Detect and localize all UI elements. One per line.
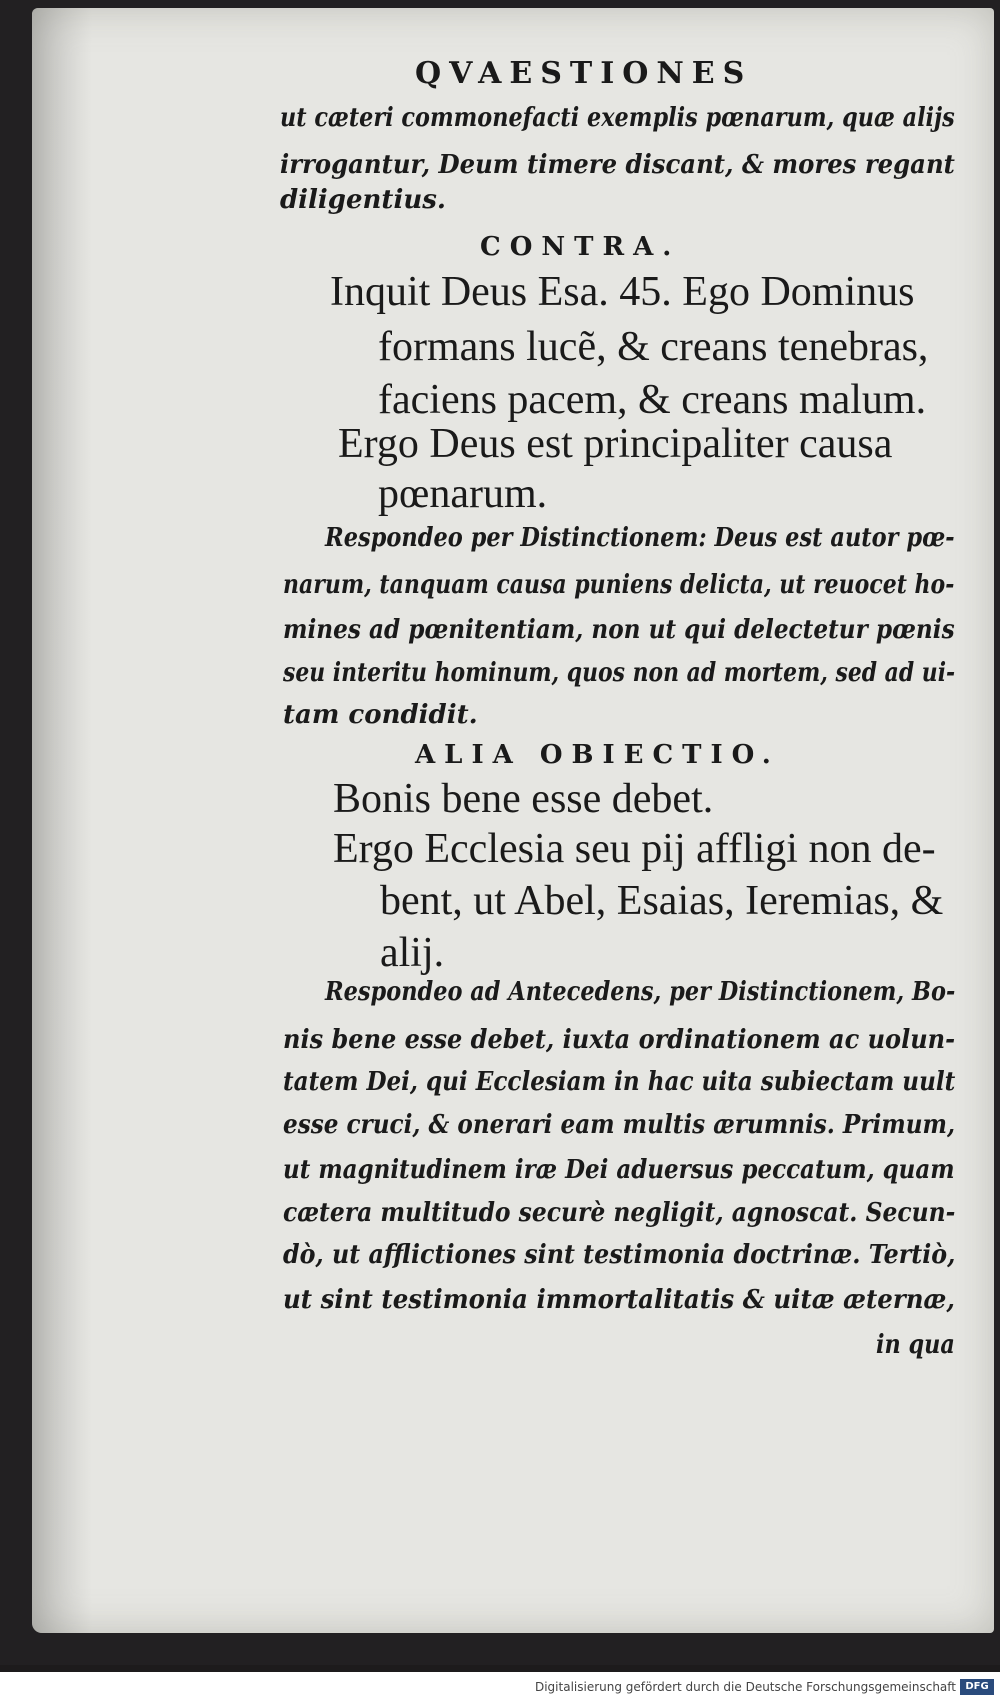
respondeo2-line-8: ut sint testimonia immortalitatis & uitæ æternæ, <box>283 1285 955 1315</box>
para1-line-1: ut cæteri commonefacti exemplis pœnarum, quæ alijs <box>280 103 955 133</box>
contra-line-3: faciens pacem, & creans malum. <box>378 377 927 423</box>
dfg-logo: DFG <box>960 1679 994 1695</box>
para1-line-3: diligentius. <box>280 185 446 215</box>
respondeo1-line-4: seu interitu hominum, quos non ad mortem, sed ad ui- <box>283 658 956 688</box>
respondeo2-line-5: ut magnitudinem iræ Dei aduersus peccatum, quam <box>283 1155 955 1185</box>
running-header: QVAESTIONES <box>415 56 753 91</box>
footer-bar <box>0 1672 1000 1703</box>
contra-line-2: formans lucẽ, & creans tenebras, <box>378 324 929 370</box>
alia-line-3: bent, ut Abel, Esaias, Ieremias, & <box>380 878 944 924</box>
contra-heading: CONTRA. <box>480 232 681 262</box>
alia-heading: ALIA OBIECTIO. <box>415 740 780 770</box>
respondeo2-line-4: esse cruci, & onerari eam multis ærumnis. Primum, <box>283 1110 956 1140</box>
respondeo1-line-3: mines ad pœnitentiam, non ut qui delectetur pœnis <box>283 615 955 645</box>
alia-line-4: alij. <box>380 930 445 976</box>
para1-line-2: irrogantur, Deum timere discant, & mores regant <box>280 150 955 180</box>
contra-line-1: Inquit Deus Esa. 45. Ego Dominus <box>330 269 915 315</box>
respondeo1-line-5: tam condidit. <box>283 700 478 730</box>
contra-line-5: pœnarum. <box>378 471 548 517</box>
respondeo1-line-2: narum, tanquam causa puniens delicta, ut reuocet ho- <box>283 570 955 600</box>
alia-line-2: Ergo Ecclesia seu pij affligi non de- <box>333 826 936 872</box>
page-shadow <box>32 8 92 1633</box>
respondeo2-line-3: tatem Dei, qui Ecclesiam in hac uita subiectam uult <box>283 1067 956 1097</box>
respondeo1-line-1: Respondeo per Distinctionem: Deus est autor pœ- <box>325 523 955 553</box>
respondeo2-line-1: Respondeo ad Antecedens, per Distinctionem, Bo- <box>325 977 956 1007</box>
footer-credit: Digitalisierung gefördert durch die Deutsche Forschungsgemeinschaft <box>534 1680 956 1694</box>
contra-line-4: Ergo Deus est principaliter causa <box>338 421 893 467</box>
respondeo2-line-7: dò, ut afflictiones sint testimonia doctrinæ. Tertiò, <box>283 1240 956 1270</box>
respondeo2-line-2: nis bene esse debet, iuxta ordinationem ac uolun- <box>283 1025 956 1055</box>
catchword: in qua <box>876 1330 955 1360</box>
respondeo2-line-6: cætera multitudo securè negligit, agnoscat. Secun- <box>283 1198 956 1228</box>
alia-line-1: Bonis bene esse debet. <box>333 776 714 822</box>
